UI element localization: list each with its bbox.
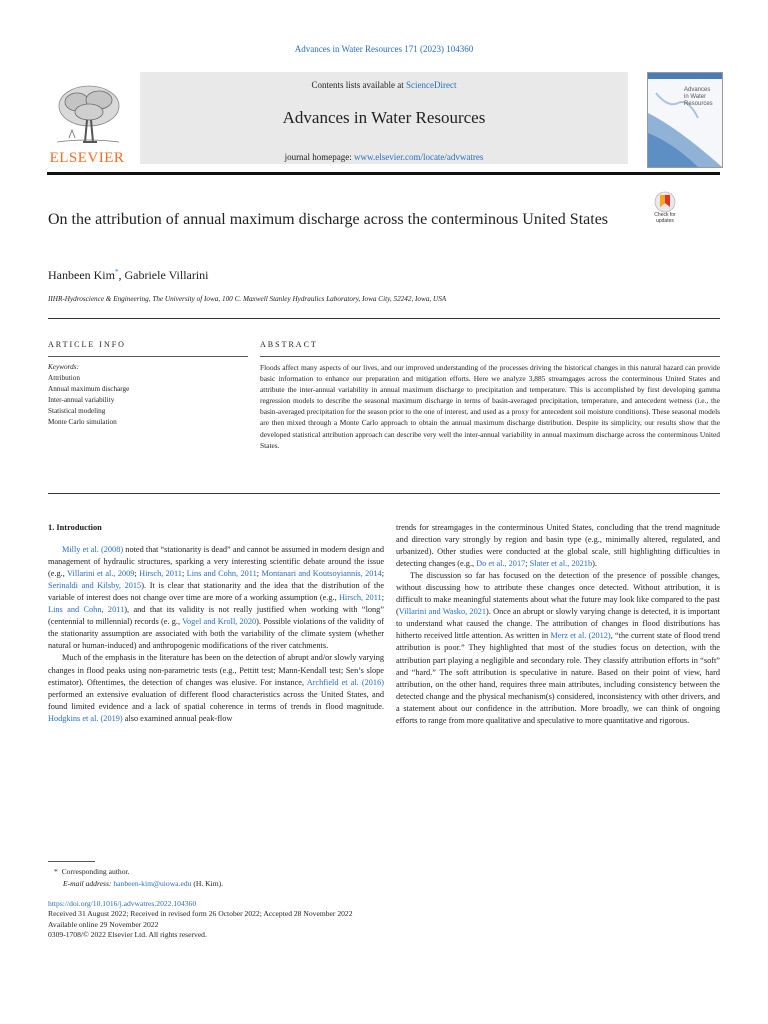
citation-link[interactable]: Milly et al. (2008) [62, 545, 124, 555]
citation-link[interactable]: Vogel and Kroll, 2020 [182, 617, 257, 627]
citation-link[interactable]: Montanari and Koutsoyiannis, 2014 [261, 569, 382, 579]
paragraph-text: ; [134, 569, 140, 579]
body-paragraph [48, 652, 384, 724]
citation-link[interactable]: Villarini et al., 2009 [67, 569, 135, 579]
paragraph-text: Much of the emphasis in the literature has been on the detection of abrupt and/or slowly varying changes in flood peaks using non-parametric tests (e.g., Pettitt test; Mann-Kendall test; Sen’s slope estimator). Oftentimes, the detection of changes was elusive. For instance, [48, 653, 384, 687]
section-divider [48, 493, 720, 494]
paragraph-text: noted that “stationarity is dead” and cannot be assumed in modern design and management of hydraulic structures, sparking a very interesting scientific debate around the issue (e.g., [48, 545, 384, 579]
author-name[interactable]: Hanbeen Kim [48, 268, 115, 282]
paragraph-text: ; [256, 569, 262, 579]
journal-cover-thumbnail[interactable] [647, 72, 723, 168]
cover-title [684, 87, 720, 108]
corresponding-author-note [48, 866, 468, 878]
paragraph-text: ; [381, 593, 384, 603]
received-dates: Received 31 August 2022; Received in revised form 26 October 2022; Accepted 28 November 2022 [48, 909, 353, 919]
section-divider [260, 356, 720, 357]
homepage-prefix: journal homepage: [284, 152, 355, 162]
paragraph-text: The discussion so far has focused on the detection of the presence of possible changes, without discussing how to attribute these changes once detected. Without attribution, it is difficult to make meaningful statements about what the future may look like compared to the past ( [396, 571, 720, 617]
paragraph-text: trends for streamgages in the conterminous United States, concluding that the trend magnitude and direction vary strongly by region and basin type (e.g., minimally altered, regulated, and urbanized). Other studies were conducted at the global scale, still highlighting difficulties in detecting changes (e.g., [396, 523, 720, 569]
online-date: Available online 29 November 2022 [48, 919, 159, 929]
paragraph-text: performed an extensive evaluation of different flood characteristics across the United States, and found limited evidence and a lack of spatial coherence in terms of trends in flood magnitude. [48, 689, 384, 711]
footnote-marker: * [54, 867, 58, 876]
email-note [48, 878, 468, 890]
copyright-notice: 0309-1708/© 2022 Elsevier Ltd. All rights reserved. [48, 930, 207, 940]
publication-info [48, 899, 548, 941]
section-divider [48, 318, 720, 319]
body-column-right [396, 522, 720, 727]
citation-link[interactable]: Hodgkins et al. (2019) [48, 713, 123, 723]
email-suffix: (H. Kim). [191, 879, 224, 889]
keyword-item: Statistical modeling [48, 407, 106, 415]
citation-link[interactable]: Archfield et al. (2016) [306, 677, 384, 687]
body-column-left [48, 522, 384, 725]
citation-link[interactable]: Slater et al., 2021b [529, 559, 593, 569]
section-heading: 1. Introduction [48, 523, 102, 532]
citation-link[interactable]: Lins and Cohn, 2011 [186, 569, 257, 579]
body-paragraph [396, 522, 720, 570]
paragraph-text: also examined annual peak-flow [122, 713, 233, 723]
keyword-item: Attribution [48, 374, 80, 382]
homepage-link[interactable]: www.elsevier.com/locate/advwatres [354, 152, 484, 162]
keyword-item: Inter-annual variability [48, 396, 115, 404]
journal-reference-link[interactable]: Advances in Water Resources 171 (2023) 104360 [294, 44, 474, 54]
footnote-text: Corresponding author. [61, 867, 130, 876]
citation-link[interactable]: Serinaldi and Kilsby, 2015 [48, 581, 142, 591]
journal-homepage [140, 152, 628, 162]
citation-link[interactable]: Merz et al. (2012) [550, 631, 611, 641]
email-link[interactable]: hanbeen-kim@uiowa.edu [113, 879, 192, 889]
cover-title-line: Advances [684, 87, 711, 93]
doi-link[interactable]: https://doi.org/10.1016/j.advwatres.2022.104360 [48, 899, 197, 908]
keyword-item: Annual maximum discharge [48, 385, 130, 393]
paragraph-text: ). It is clear that stationarity and the idea that the distribution of the variable of interest does not change over time are more of a working assumption (e.g., [48, 581, 385, 603]
citation-link[interactable]: Hirsch, 2011 [338, 593, 382, 603]
paragraph-text: ; [181, 569, 187, 579]
section-divider [48, 356, 248, 357]
header-divider [47, 172, 720, 175]
abstract-heading: ABSTRACT [260, 340, 318, 349]
journal-title: Advances in Water Resources [282, 108, 486, 127]
author-affiliation: IIHR-Hydroscience & Engineering, The University of Iowa, 100 C. Maxwell Stanley Hydraulics Laboratory, Iowa City, 52242, Iowa, USA [48, 295, 447, 303]
paragraph-text: ). Once an abrupt or slowly varying change is detected, it is important to understand what caused the change. The attribution of changes in flood distributions has hitherto received little attention. As written in [396, 607, 720, 641]
keyword-item: Monte Carlo simulation [48, 418, 117, 426]
contents-prefix: Contents lists available at [311, 80, 406, 90]
paragraph-text: ; [381, 569, 384, 579]
body-paragraph [48, 544, 384, 652]
body-paragraph [396, 570, 720, 727]
cover-title-line: in Water [684, 94, 707, 100]
abstract-text: Floods affect many aspects of our lives, and our improved understanding of the processes driving the historical changes in this natural hazard can provide basic information to enhance our preparation and mitigation efforts. Here we analyze 3,885 streamgages across the conterminous United States and attribute the inter-annual variability in annual maximum discharge to precipitation and temperature. This is accomplished by first developing gamma regression models to describe the seasonal maximum discharge in terms of basin-averaged precipitation, temperature, and antecedent wetness (i.e., the basin-averaged precipitation for the season prior to the one of interest, and used as a proxy for antecedent soil moisture conditions). These seasonal models are then mixed through a Monte Carlo approach to obtain the annual maximum discharge distribution. Despite its simplicity, our results show that the developed statistical attribution approach can describe very well the inter-annual variability in annual maximum discharge across the conterminous United States. [260, 363, 720, 450]
cover-title-line: Resources [684, 101, 713, 107]
paper-title: On the attribution of annual maximum discharge across the conterminous United States [48, 211, 609, 228]
citation-link[interactable]: Do et al., 2017 [476, 559, 526, 569]
citation-link[interactable]: Lins and Cohn, 2011 [48, 605, 125, 615]
footnotes [48, 866, 468, 891]
author-list [48, 268, 209, 283]
contents-availability [140, 80, 628, 90]
author-name[interactable]: Gabriele Villarini [124, 268, 209, 282]
check-for-updates-label[interactable]: Check for updates [654, 212, 676, 224]
sciencedirect-link[interactable]: ScienceDirect [406, 80, 457, 90]
citation-link[interactable]: Hirsch, 2011 [139, 569, 182, 579]
keywords-heading: Keywords: [48, 363, 79, 371]
article-info-heading: ARTICLE INFO [48, 340, 126, 349]
paragraph-text: ). Possible violations of the validity of the stationarity assumption are associated with both the variability of the climate system (whether natural or human-induced) and anthropogenic modifications of the river catchments. [48, 617, 384, 651]
paragraph-text: ; [525, 559, 530, 569]
footnote-divider [48, 861, 95, 862]
paragraph-text: ). [592, 559, 597, 569]
citation-link[interactable]: Villarini and Wasko, 2021 [398, 607, 487, 617]
paragraph-text: , “the current state of flood trend attribution is poor.” They highlighted that most of the studies focus on detection, with the attribution part playing a negligible and secondary role. They classify attribution efforts in “soft” and “hard.” The soft attribution is speculative in nature. Based on their point of view, hard attribution, on the other hand, requires three main attributes, including consistency between the detected change and the physical mechanism(s) considered, inconsistency with other drivers, and a statement about our confidence in the attribution. More broadly, we can think of ongoing efforts to range from more qualitative and speculative to more quantitative and rigorous. [396, 631, 720, 725]
keywords-block [48, 362, 248, 428]
corresponding-author-marker[interactable]: * [114, 268, 119, 276]
author-separator: , [118, 268, 125, 282]
elsevier-wordmark: ELSEVIER [49, 150, 125, 166]
paragraph-text: ), and that its validity is not really justified when working with “long” (centennial to millennial) records (e. g., [48, 605, 385, 627]
email-label: E-mail address: [63, 879, 112, 889]
